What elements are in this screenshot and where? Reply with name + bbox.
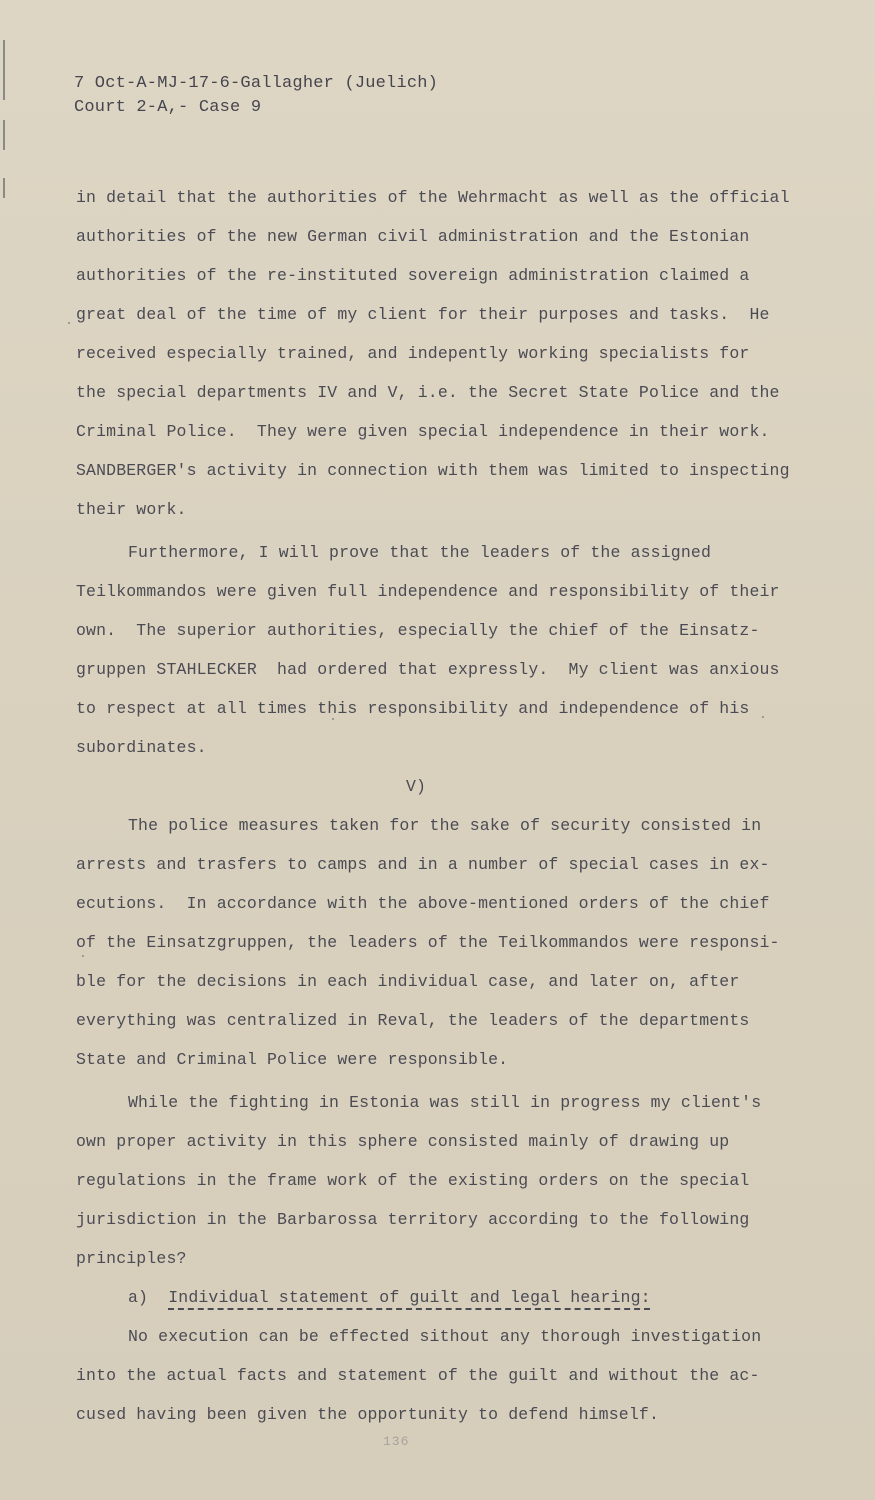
paragraph-1	[76, 184, 790, 535]
text-line: in detail that the authorities of the Wehrmacht as well as the official	[76, 188, 790, 207]
paragraph-3	[76, 812, 780, 1085]
section-heading: V)	[405, 777, 427, 796]
text-line: their work.	[76, 500, 187, 519]
paper-speck	[332, 718, 334, 720]
text-line: authorities of the new German civil administration and the Estonian	[76, 227, 750, 246]
text-line: received especially trained, and indepently working specialists for	[76, 344, 750, 363]
text-line: Criminal Police. They were given special independence in their work.	[76, 422, 770, 441]
document-header	[74, 72, 438, 120]
text-line: into the actual facts and statement of the guilt and without the ac-	[76, 1366, 760, 1385]
item-a-title: Individual statement of guilt and legal hearing:	[168, 1288, 651, 1307]
paragraph-2	[76, 539, 780, 773]
text-line: cused having been given the opportunity to defend himself.	[76, 1405, 659, 1424]
text-line: State and Criminal Police were responsible.	[76, 1050, 509, 1069]
text-line: the special departments IV and V, i.e. the Secret State Police and the	[76, 383, 780, 402]
item-a-label: a)	[128, 1288, 149, 1307]
text-line: gruppen STAHLECKER had ordered that expressly. My client was anxious	[76, 660, 780, 679]
text-line: authorities of the re-instituted sovereign administration claimed a	[76, 266, 750, 285]
header-court: Court 2-A,- Case 9	[74, 98, 262, 117]
text-line: own. The superior authorities, especially the chief of the Einsatz-	[76, 621, 760, 640]
edge-mark	[3, 40, 5, 100]
text-line: regulations in the frame work of the existing orders on the special	[76, 1171, 750, 1190]
text-line: ecutions. In accordance with the above-mentioned orders of the chief	[76, 894, 770, 913]
page-number: 136	[383, 1434, 410, 1449]
header-case-reference: 7 Oct-A-MJ-17-6-Gallagher (Juelich)	[74, 74, 439, 93]
text-line: great deal of the time of my client for their purposes and tasks. He	[76, 305, 770, 324]
text-line: While the fighting in Estonia was still in progress my client's	[128, 1093, 762, 1112]
text-line: principles?	[76, 1249, 187, 1268]
paper-speck	[762, 716, 764, 718]
text-line: Teilkommandos were given full independence and responsibility of their	[76, 582, 780, 601]
text-line: subordinates.	[76, 738, 207, 757]
text-line: Furthermore, I will prove that the leaders of the assigned	[128, 543, 711, 562]
text-line: The police measures taken for the sake of security consisted in	[128, 816, 762, 835]
text-line: ble for the decisions in each individual case, and later on, after	[76, 972, 740, 991]
paragraph-4	[76, 1089, 776, 1284]
text-line: arrests and trasfers to camps and in a number of special cases in ex-	[76, 855, 770, 874]
paper-speck	[68, 322, 70, 324]
text-line: of the Einsatzgruppen, the leaders of the Teilkommandos were responsi-	[76, 933, 780, 952]
item-a	[76, 1284, 776, 1323]
text-line: No execution can be effected sithout any thorough investigation	[128, 1327, 762, 1346]
paper-speck	[82, 955, 84, 957]
text-line: own proper activity in this sphere consisted mainly of drawing up	[76, 1132, 730, 1151]
text-line: jurisdiction in the Barbarossa territory according to the following	[76, 1210, 750, 1229]
edge-mark	[3, 178, 5, 198]
text-line: SANDBERGER's activity in connection with them was limited to inspecting	[76, 461, 790, 480]
text-line: to respect at all times this responsibility and independence of his	[76, 699, 750, 718]
text-line: everything was centralized in Reval, the leaders of the departments	[76, 1011, 750, 1030]
document-body	[76, 184, 790, 1440]
edge-mark	[3, 120, 5, 150]
paragraph-5	[76, 1323, 776, 1440]
